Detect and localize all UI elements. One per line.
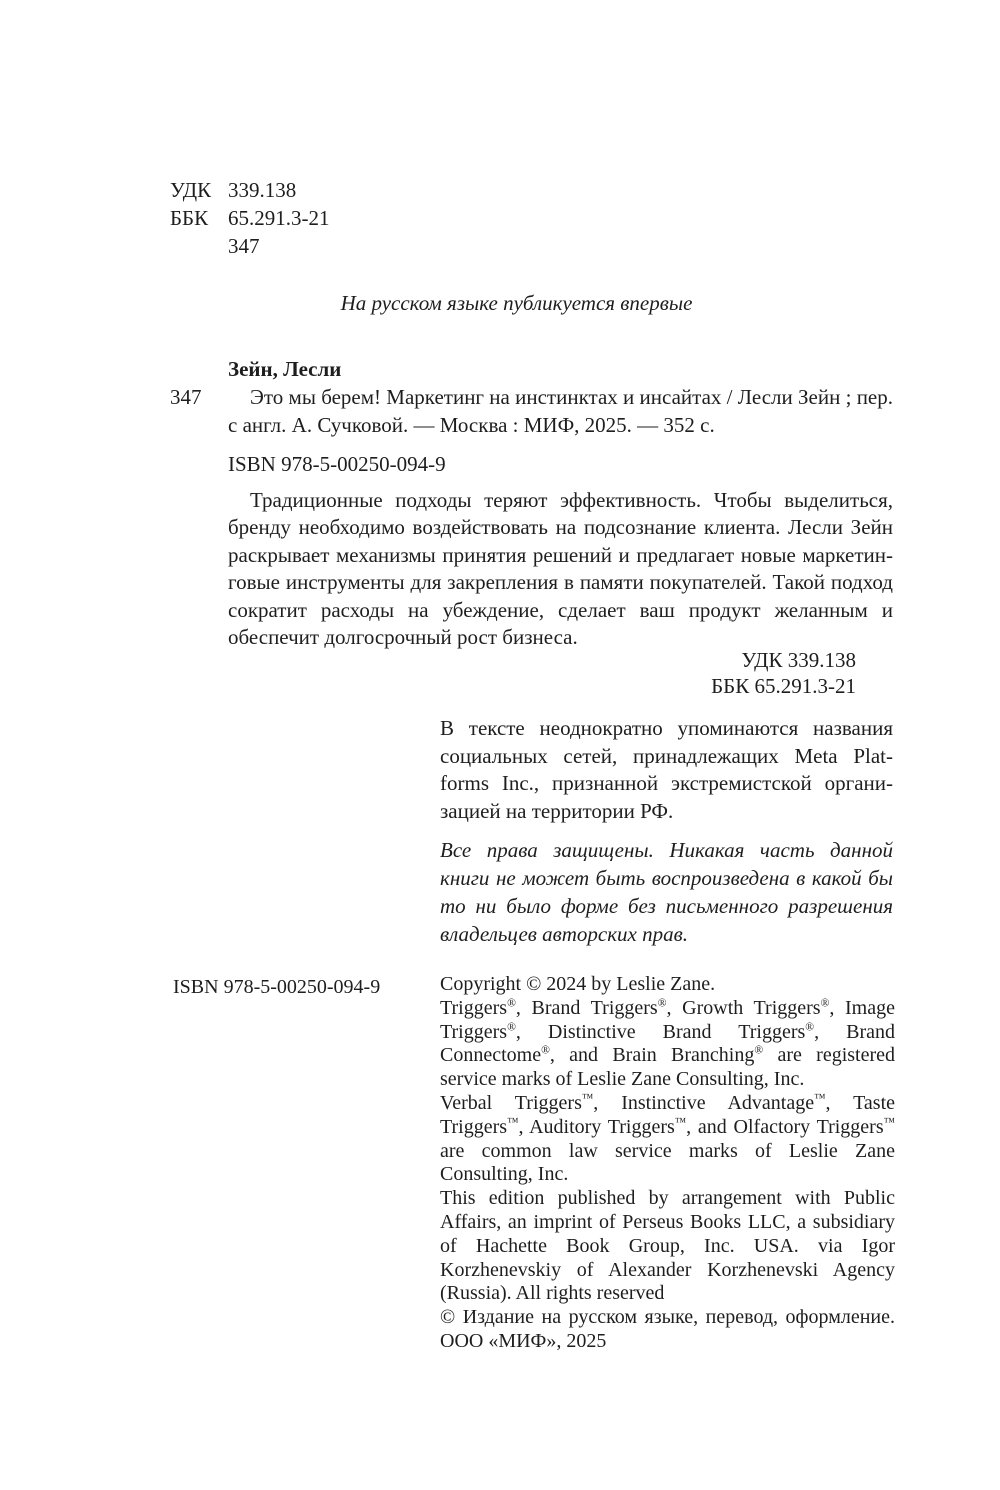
registered-marks-paragraph: Triggers®, Brand Triggers®, Growth Triggers®, Image Triggers®, Distinctive Brand Triggers®, Brand Connectome®, and Brain Branching® are registered service marks of Leslie Zane Consulting, Inc. (440, 996, 896, 1091)
classification-bottom-bbk: ББК 65.291.3-21 (711, 674, 856, 698)
rights-notice: Все права защищены. Никакая часть данной книги не может быть воспроизведена в какой бы то ни было форме без письменного разрешения владельцев авторских прав. (440, 838, 893, 946)
catalog-card (170, 355, 893, 478)
classification-bottom-udk: УДК 339.138 (741, 648, 856, 672)
author-sign-row (170, 232, 330, 260)
udk-row (170, 176, 330, 204)
footer-isbn: ISBN 978-5-00250-094-9 (173, 976, 381, 998)
copyright-block (440, 973, 895, 1354)
bbk-label: ББК (170, 206, 209, 230)
first-publication-note: На русском языке публикуется впервые (340, 291, 693, 315)
bbk-row (170, 204, 330, 232)
author-sign-value: 347 (228, 234, 260, 258)
common-law-marks-paragraph: Verbal Triggers™, Instinctive Advantage™, Taste Triggers™, Auditory Triggers™, and Olfactory Triggers™ are common law service marks of Leslie Zane Consulting, Inc. (440, 1091, 895, 1186)
catalog-author: Зейн, Лесли (228, 357, 342, 381)
catalog-entry: Это мы берем! Маркетинг на инстинктах и инсайтах / Лесли Зейн ; пер. с англ. А. Сучковой. — Москва : МИФ, 2025. — 352 с. (228, 385, 893, 437)
annotation-paragraph: Традиционные подходы теряют эффективность. Чтобы выделиться, бренду необходимо воздействовать на подсознание клиента. Лесли Зейн раскрывает механизмы принятия решений и предлагает новые маркетинговые инструменты для закрепления в памяти покупателей. Такой подход сократит расходы на убеждение, сделает ваш продукт желанным и обеспечит долгосрочный рост бизнеса. (228, 488, 893, 650)
meta-platforms-disclaimer: В тексте неоднократно упоминаются названия социальных сетей, принадлежащих Meta Platforms Inc., признанной экстремистской организацией на территории РФ. (440, 716, 893, 823)
classification-bottom-block (228, 647, 856, 699)
catalog-margin-index: 347 (170, 385, 202, 409)
russian-edition-copyright: © Издание на русском языке, перевод, оформление. ООО «МИФ», 2025 (440, 1306, 895, 1352)
catalog-isbn: ISBN 978-5-00250-094-9 (228, 452, 446, 476)
copyright-line-original: Copyright © 2024 by Leslie Zane. (440, 973, 716, 995)
classification-top-block (170, 176, 330, 260)
bbk-value: 65.291.3-21 (228, 206, 330, 230)
catalog-entry-row (170, 383, 893, 439)
udk-value: 339.138 (228, 178, 297, 202)
udk-label: УДК (170, 178, 212, 202)
edition-arrangement-paragraph: This edition published by arrangement with Public Affairs, an imprint of Perseus Books LLC, a subsidiary of Hachette Book Group, Inc. USA. via Igor Korzhenevskiy of Alexander Korzhenevski Agency (Russia). All rights reserved (440, 1187, 895, 1305)
